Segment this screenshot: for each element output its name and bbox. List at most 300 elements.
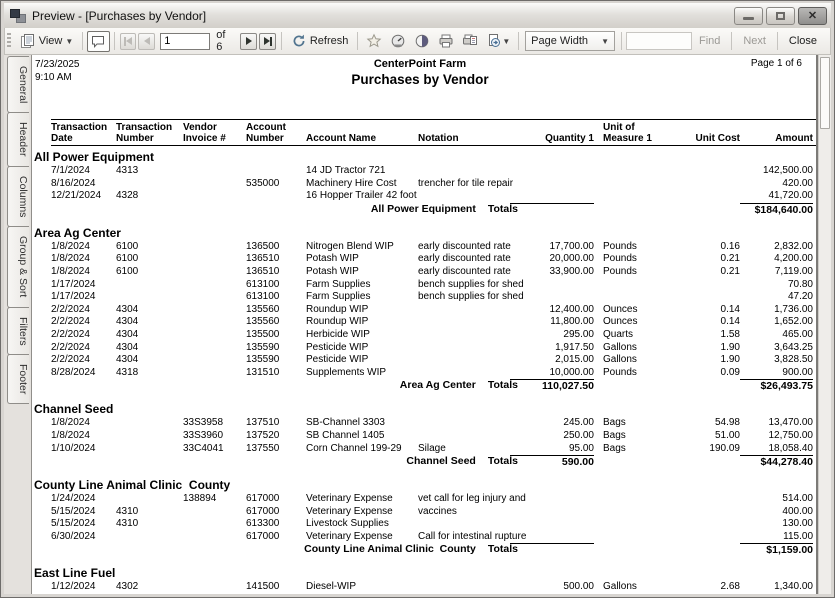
- sidebar-tab-footer[interactable]: Footer: [7, 354, 29, 404]
- table-cell: [536, 531, 594, 544]
- table-cell: Veterinary Expense: [306, 530, 393, 542]
- group-totals-row: Channel Seed Totals 590.00 $44,278.40: [406, 455, 813, 469]
- table-cell: [418, 581, 536, 594]
- table-cell: 12,750.00: [768, 429, 813, 441]
- table-cell: [183, 279, 246, 292]
- table-cell: 11,800.00: [550, 316, 594, 328]
- table-cell: 5/15/2024: [51, 518, 96, 530]
- prev-page-button[interactable]: [138, 33, 155, 50]
- table-cell: SB Channel 1405: [306, 429, 385, 441]
- totals-cell: [594, 379, 670, 393]
- search-input[interactable]: [626, 32, 692, 50]
- table-cell: 2/2/2024: [51, 303, 90, 315]
- table-cell: 2/2/2024: [51, 316, 90, 328]
- table-cell: Herbicide WIP: [306, 328, 370, 340]
- table-cell: 1/8/2024: [51, 429, 90, 441]
- table-cell: [594, 493, 670, 506]
- table-cell: Bags: [603, 442, 626, 454]
- column-header: Notation: [418, 133, 459, 144]
- table-cell: 2/2/2024: [51, 341, 90, 353]
- table-cell: 137550: [246, 442, 280, 454]
- table-cell: 1,736.00: [774, 303, 813, 315]
- page-number-input[interactable]: [160, 33, 210, 50]
- table-cell: Potash WIP: [306, 265, 359, 277]
- table-cell: trencher for tile repair: [418, 177, 514, 189]
- table-row: [34, 266, 816, 279]
- table-cell: 1/17/2024: [51, 278, 96, 290]
- window-title: Preview - [Purchases by Vendor]: [32, 8, 207, 23]
- table-cell: 1/24/2024: [51, 493, 96, 505]
- table-cell: [183, 367, 246, 380]
- table-cell: [594, 531, 670, 544]
- totals-cell: [670, 455, 740, 469]
- zoom-select[interactable]: [525, 31, 615, 51]
- scrollbar-thumb[interactable]: [820, 57, 830, 129]
- report-time: 9:10 AM: [35, 72, 72, 83]
- table-cell: 1.90: [720, 354, 740, 366]
- group-totals-row: All Power Equipment Totals $184,640.00: [370, 202, 813, 216]
- table-cell: [594, 178, 670, 191]
- table-cell: 1.58: [720, 328, 740, 340]
- sidebar-tabs: [4, 55, 31, 594]
- table-cell: 135590: [246, 341, 280, 353]
- table-cell: 3,643.25: [774, 341, 813, 353]
- table-cell: [183, 354, 246, 367]
- table-cell: [418, 342, 536, 355]
- table-cell: Pounds: [603, 253, 637, 265]
- find-button[interactable]: Find: [699, 35, 721, 47]
- zoom-value: Page Width: [531, 35, 589, 47]
- table-row: [34, 253, 816, 266]
- table-cell: [670, 493, 740, 506]
- table-cell: 33S3960: [183, 429, 224, 441]
- table-cell: 137510: [246, 417, 280, 429]
- column-header: Unit Cost: [695, 133, 740, 144]
- table-cell: [183, 178, 246, 191]
- column-header: Transaction Number: [116, 122, 173, 144]
- table-cell: Machinery Hire Cost: [306, 177, 397, 189]
- table-cell: 0.09: [720, 366, 740, 378]
- refresh-label: Refresh: [309, 35, 349, 47]
- table-cell: [536, 291, 594, 304]
- table-cell: 12,400.00: [549, 303, 594, 315]
- table-cell: 4304: [116, 341, 139, 353]
- table-cell: Ounces: [603, 303, 638, 315]
- table-cell: [594, 291, 670, 304]
- table-cell: 12/21/2024: [51, 190, 102, 202]
- table-cell: 1.90: [720, 341, 740, 353]
- view-label: View: [38, 35, 63, 47]
- gauge-icon: [390, 33, 406, 49]
- totals-cell: $44,278.40: [740, 455, 813, 469]
- table-row: [34, 241, 816, 254]
- report-title: Purchases by Vendor: [351, 72, 489, 87]
- table-cell: Bags: [603, 429, 626, 441]
- table-cell: 1/8/2024: [51, 253, 90, 265]
- table-cell: [246, 190, 306, 203]
- totals-cell: 590.00: [510, 455, 594, 469]
- table-row: [34, 430, 816, 443]
- minimize-button[interactable]: [734, 7, 763, 25]
- table-cell: 4304: [116, 303, 139, 315]
- table-cell: 4302: [116, 581, 139, 593]
- table-cell: 115.00: [783, 530, 813, 542]
- chevron-down-icon: ▼: [601, 36, 610, 46]
- table-cell: Farm Supplies: [306, 278, 371, 290]
- table-cell: Pounds: [603, 265, 637, 277]
- table-cell: 613300: [246, 518, 280, 530]
- favorites-button[interactable]: [362, 30, 386, 52]
- table-cell: 2,015.00: [555, 354, 594, 366]
- table-cell: Corn Channel 199-29: [306, 442, 402, 454]
- table-cell: [670, 291, 740, 304]
- table-cell: [536, 178, 594, 191]
- table-cell: 136510: [246, 253, 280, 265]
- table-cell: [116, 430, 183, 443]
- table-cell: [536, 165, 594, 178]
- table-cell: early discounted rate: [418, 240, 511, 252]
- table-cell: 4310: [116, 505, 139, 517]
- table-cell: [183, 316, 246, 329]
- table-cell: early discounted rate: [418, 253, 511, 265]
- table-cell: 245.00: [563, 417, 594, 429]
- title-bar: [4, 3, 831, 28]
- table-cell: 138894: [183, 493, 217, 505]
- table-cell: [670, 279, 740, 292]
- table-cell: [594, 518, 670, 531]
- table-cell: [183, 266, 246, 279]
- table-cell: [670, 178, 740, 191]
- table-cell: 4,200.00: [774, 253, 813, 265]
- group-totals-row: County Line Animal Clinic County Totals $1,159.00: [304, 543, 813, 557]
- table-cell: 1/17/2024: [51, 291, 96, 303]
- table-cell: 1/12/2024: [51, 581, 96, 593]
- table-cell: 136500: [246, 240, 280, 252]
- table-cell: 141500: [246, 581, 280, 593]
- table-cell: Farm Supplies: [306, 291, 371, 303]
- table-cell: [418, 304, 536, 317]
- page-count-label: of 6: [216, 29, 226, 53]
- table-cell: 10,000.00: [549, 366, 594, 378]
- table-cell: [116, 443, 183, 456]
- table-cell: 8/28/2024: [51, 366, 96, 378]
- table-row: [34, 506, 816, 519]
- table-cell: 135560: [246, 316, 280, 328]
- table-cell: [670, 190, 740, 203]
- table-cell: 13,470.00: [768, 417, 813, 429]
- pie-chart-icon: [414, 33, 430, 49]
- table-cell: Gallons: [603, 354, 637, 366]
- table-cell: [183, 518, 246, 531]
- last-page-button[interactable]: [259, 33, 276, 50]
- totals-cell: [670, 203, 740, 217]
- table-cell: [116, 178, 183, 191]
- sidebar-tab-general[interactable]: General: [7, 56, 29, 113]
- print-button[interactable]: [434, 30, 458, 52]
- print-icon: [438, 33, 454, 49]
- table-cell: [116, 493, 183, 506]
- report-date: 7/23/2025: [35, 59, 80, 70]
- table-row: [34, 518, 816, 531]
- table-cell: 16 Hopper Trailer 42 foot: [306, 190, 417, 202]
- table-cell: 617000: [246, 505, 280, 517]
- table-cell: 7,119.00: [774, 265, 813, 277]
- table-cell: 135500: [246, 328, 280, 340]
- table-cell: [183, 506, 246, 519]
- totals-cell: [594, 543, 670, 557]
- content-area: [4, 55, 831, 594]
- table-row: [34, 493, 816, 506]
- totals-cell: [594, 455, 670, 469]
- table-cell: 5/15/2024: [51, 505, 96, 517]
- table-cell: 6100: [116, 240, 139, 252]
- table-cell: bench supplies for shed: [418, 291, 524, 303]
- sidebar-tab-filters[interactable]: Filters: [7, 307, 29, 356]
- totals-cell: $184,640.00: [740, 203, 813, 217]
- table-cell: [594, 165, 670, 178]
- table-cell: Pesticide WIP: [306, 341, 369, 353]
- table-cell: [183, 291, 246, 304]
- table-cell: [183, 241, 246, 254]
- table-row: [34, 304, 816, 317]
- toolbar-grip: [7, 33, 11, 49]
- table-cell: 70.80: [787, 278, 813, 290]
- table-cell: Gallons: [603, 581, 637, 593]
- totals-cell: [594, 203, 670, 217]
- table-cell: 51.00: [714, 429, 740, 441]
- report-page: [31, 55, 818, 594]
- table-row: [34, 329, 816, 342]
- table-cell: 6100: [116, 253, 139, 265]
- table-cell: 137520: [246, 429, 280, 441]
- pie-chart-button[interactable]: [410, 30, 434, 52]
- export-button[interactable]: [482, 30, 514, 52]
- table-cell: 1,917.50: [555, 341, 594, 353]
- table-cell: [116, 531, 183, 544]
- gauge-button[interactable]: [386, 30, 410, 52]
- sidebar-tab-columns[interactable]: Columns: [7, 166, 29, 227]
- table-cell: 2/2/2024: [51, 354, 90, 366]
- table-cell: 2,832.00: [774, 240, 813, 252]
- export-icon: [486, 33, 502, 49]
- table-cell: 7/1/2024: [51, 165, 90, 176]
- table-cell: Livestock Supplies: [306, 518, 389, 530]
- table-cell: 33C4041: [183, 442, 224, 454]
- table-cell: 4318: [116, 366, 139, 378]
- table-cell: [183, 581, 246, 594]
- table-cell: 1,652.00: [774, 316, 813, 328]
- table-cell: [418, 430, 536, 443]
- table-cell: 535000: [246, 177, 280, 189]
- table-cell: [183, 165, 246, 178]
- sidebar-tab-header[interactable]: Header: [7, 112, 29, 166]
- table-cell: 33S3958: [183, 417, 224, 429]
- table-cell: 617000: [246, 493, 280, 505]
- table-row: [34, 165, 816, 178]
- table-cell: 250.00: [563, 429, 594, 441]
- table-cell: 465.00: [782, 328, 813, 340]
- table-cell: Silage: [418, 442, 446, 454]
- column-header: Account Name: [306, 133, 377, 144]
- table-cell: 17,700.00: [549, 240, 594, 252]
- table-cell: 18,058.40: [768, 442, 813, 454]
- totals-cell: [670, 543, 740, 557]
- table-cell: early discounted rate: [418, 265, 511, 277]
- table-cell: SB-Channel 3303: [306, 417, 385, 429]
- table-cell: [536, 493, 594, 506]
- column-header: Vendor Invoice #: [183, 122, 226, 144]
- app-window-icon: [10, 9, 26, 23]
- report-view-icon: [20, 33, 36, 49]
- table-cell: [536, 279, 594, 292]
- table-cell: Veterinary Expense: [306, 493, 393, 505]
- table-cell: 420.00: [782, 177, 813, 189]
- totals-cell: $26,493.75: [740, 379, 813, 393]
- table-cell: 514.00: [782, 493, 813, 505]
- table-cell: 130.00: [782, 518, 813, 530]
- print-layout-icon: [462, 33, 478, 49]
- table-cell: vet call for leg injury and: [418, 493, 526, 505]
- table-cell: [594, 279, 670, 292]
- table-cell: [183, 253, 246, 266]
- group-header: East Line Fuel: [34, 566, 116, 581]
- table-cell: 0.14: [720, 316, 740, 328]
- table-row: [34, 354, 816, 367]
- refresh-button[interactable]: [286, 30, 354, 52]
- table-cell: Quarts: [603, 328, 634, 340]
- report-body: [34, 150, 816, 594]
- table-cell: 1/10/2024: [51, 442, 96, 454]
- table-cell: 4304: [116, 328, 139, 340]
- table-cell: Diesel-WIP: [306, 581, 357, 593]
- favorites-star-icon: [366, 33, 382, 49]
- table-cell: [594, 190, 670, 203]
- table-cell: 1/8/2024: [51, 265, 90, 277]
- table-row: [34, 367, 816, 380]
- table-cell: 4310: [116, 518, 139, 530]
- table-cell: [183, 190, 246, 203]
- table-row: [34, 279, 816, 292]
- table-cell: 135560: [246, 303, 280, 315]
- table-cell: 41,720.00: [768, 190, 813, 202]
- table-cell: 1/8/2024: [51, 240, 90, 252]
- column-header: Amount: [775, 133, 813, 144]
- find-next-button[interactable]: Next: [743, 35, 766, 47]
- sidebar-tab-group-sort[interactable]: Group & Sort: [7, 226, 29, 307]
- table-cell: [418, 190, 536, 203]
- table-cell: 4304: [116, 354, 139, 366]
- table-cell: Pounds: [603, 366, 637, 378]
- table-cell: 135590: [246, 354, 280, 366]
- table-cell: [536, 518, 594, 531]
- totals-cell: $1,159.00: [740, 543, 813, 557]
- print-layout-button[interactable]: [458, 30, 482, 52]
- refresh-icon: [291, 33, 307, 49]
- table-row: [34, 581, 816, 594]
- table-cell: 1/8/2024: [51, 417, 90, 429]
- view-button[interactable]: [15, 30, 79, 52]
- table-cell: [246, 165, 306, 178]
- next-page-button[interactable]: [240, 33, 257, 50]
- table-cell: [418, 367, 536, 380]
- page-info: Page 1 of 6: [750, 58, 802, 69]
- table-cell: [418, 354, 536, 367]
- table-cell: [418, 165, 536, 178]
- totals-cell: 110,027.50: [510, 379, 594, 393]
- table-cell: vaccines: [418, 505, 457, 517]
- table-cell: Ounces: [603, 316, 638, 328]
- table-cell: 900.00: [782, 366, 813, 378]
- table-row: [34, 178, 816, 191]
- table-cell: 47.20: [787, 291, 813, 303]
- table-cell: 613100: [246, 278, 280, 290]
- group-header: Channel Seed: [34, 402, 114, 417]
- table-cell: 2/2/2024: [51, 328, 90, 340]
- table-cell: 0.21: [720, 253, 740, 265]
- toolbar: [4, 28, 831, 55]
- table-cell: Pounds: [603, 240, 637, 252]
- table-cell: 500.00: [563, 581, 594, 593]
- table-cell: [670, 518, 740, 531]
- table-cell: 6/30/2024: [51, 530, 96, 542]
- table-cell: Roundup WIP: [306, 303, 369, 315]
- table-cell: Pesticide WIP: [306, 354, 369, 366]
- company-name: CenterPoint Farm: [373, 58, 467, 70]
- table-cell: Call for intestinal rupture: [418, 530, 527, 542]
- table-cell: 20,000.00: [549, 253, 594, 265]
- table-cell: [183, 531, 246, 544]
- table-cell: [116, 279, 183, 292]
- totals-cell: [510, 203, 594, 217]
- vertical-scrollbar[interactable]: [818, 55, 831, 594]
- table-row: [34, 443, 816, 456]
- column-header: Unit of Measure 1: [603, 122, 652, 144]
- table-cell: Bags: [603, 417, 626, 429]
- table-cell: Nitrogen Blend WIP: [306, 240, 394, 252]
- group-header: Area Ag Center: [34, 225, 121, 240]
- close-preview-button[interactable]: Close: [788, 35, 817, 47]
- table-cell: [670, 506, 740, 519]
- table-header-row: [51, 119, 818, 146]
- table-cell: 4328: [116, 190, 139, 202]
- table-cell: [670, 531, 740, 544]
- table-cell: 95.00: [568, 442, 594, 454]
- table-cell: [536, 190, 594, 203]
- restore-button[interactable]: [766, 7, 795, 25]
- table-cell: bench supplies for shed: [418, 278, 524, 290]
- table-cell: 1,340.00: [774, 581, 813, 593]
- table-cell: 4313: [116, 165, 139, 176]
- column-header: Quantity 1: [545, 133, 594, 144]
- tooltip-toggle-button[interactable]: [87, 31, 109, 52]
- table-cell: 142,500.00: [762, 165, 813, 176]
- table-cell: 0.14: [720, 303, 740, 315]
- table-cell: [183, 329, 246, 342]
- close-window-button[interactable]: ✕: [798, 7, 827, 25]
- first-page-button[interactable]: [120, 33, 137, 50]
- table-cell: [183, 342, 246, 355]
- table-cell: 131510: [246, 366, 280, 378]
- table-cell: 400.00: [782, 505, 813, 517]
- table-cell: [116, 291, 183, 304]
- table-cell: 33,900.00: [549, 265, 594, 277]
- table-cell: 613100: [246, 291, 280, 303]
- column-header: Transaction Date: [51, 122, 108, 144]
- table-cell: [418, 316, 536, 329]
- table-cell: 136510: [246, 265, 280, 277]
- chevron-down-icon: ▼: [65, 36, 74, 46]
- table-row: [34, 531, 816, 544]
